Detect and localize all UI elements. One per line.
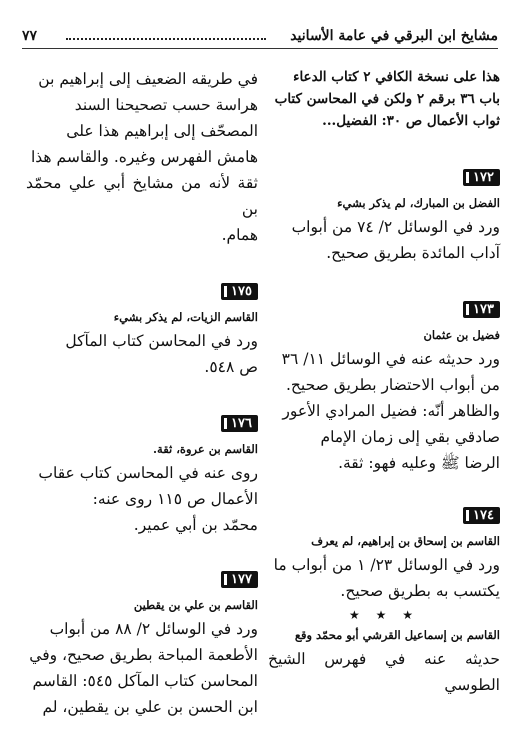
- text-line: الرضا ﷺ وعليه فهو: ثقة.: [338, 454, 500, 472]
- text-line: ورد حديثه عنه في الوسائل ١١/ ٣٦: [281, 350, 500, 368]
- text-line: المحاسن كتاب المآكل ٥٤٥: القاسم: [32, 672, 258, 690]
- text-line: والظاهر أنّه: فضيل المرادي الأعور: [282, 402, 500, 420]
- text-line: ثقة لأنه من مشايخ أبي علي محمّد بن: [26, 174, 258, 218]
- entry-173: [268, 298, 500, 476]
- text-line: ثواب الأعمال ص ٣٠: الفضيل...: [322, 113, 500, 129]
- entry-heading: القاسم بن إسحاق بن إبراهيم، لم يعرف: [311, 534, 500, 548]
- text-line: ورد في الوسائل ٢/ ٧٤ من أبواب: [291, 218, 500, 236]
- text-line: ابن الحسن بن علي بن يقطين، لم: [42, 698, 258, 716]
- entry-number-badge: ١٧٢: [463, 169, 500, 186]
- text-line: الأطعمة المباحة بطريق صحيح، وفي: [29, 646, 258, 664]
- left-intro: [26, 66, 258, 248]
- text-line: صادقي بقي إلى زمان الإمام: [320, 428, 500, 446]
- entry-175: [26, 280, 258, 380]
- entry-heading: فضيل بن عثمان: [423, 328, 500, 342]
- text-line: هامش الفهرس وغيره. والقاسم هذا: [30, 148, 258, 166]
- entry-heading: القاسم بن علي بن يقطين: [133, 598, 258, 612]
- text-line: محمّد بن أبي عمير.: [133, 516, 258, 534]
- text-line: حديثه عنه في فهرس الشيخ الطوسي: [268, 650, 500, 694]
- entry-heading: الفضل بن المبارك، لم يذكر بشيء: [337, 196, 500, 210]
- text-line: ورد في المحاسن كتاب المآكل: [65, 332, 258, 350]
- header-dot-leader: [66, 38, 266, 40]
- entry-heading: القاسم بن عروة، ثقة.: [153, 442, 258, 456]
- right-column: [268, 66, 500, 698]
- text-line: ص ٥٤٨.: [204, 358, 258, 376]
- entry-heading: القاسم الزيات، لم يذكر بشيء: [113, 310, 258, 324]
- entry-number-badge: ١٧٣: [463, 301, 500, 318]
- text-line: هراسة حسب تصحيحنا السند: [74, 96, 258, 114]
- right-intro: [268, 66, 500, 132]
- entry-177: [26, 568, 258, 720]
- entry-number-badge: ١٧٤: [463, 507, 500, 524]
- entry-174: [268, 504, 500, 604]
- text-line: همام.: [221, 226, 258, 244]
- entry-number-badge: ١٧٧: [221, 571, 258, 588]
- entry-number-badge: ١٧٦: [221, 415, 258, 432]
- text-line: آداب المائدة بطريق صحيح.: [326, 244, 500, 262]
- text-line: باب ٣٦ برقم ٢ ولكن في المحاسن كتاب: [274, 91, 500, 107]
- entry-heading: القاسم بن إسماعيل القرشي أبو محمّد وقع: [294, 628, 500, 642]
- text-line: هذا على نسخة الكافي ٢ كتاب الدعاء: [293, 69, 500, 85]
- text-line: في طريقه الضعيف إلى إبراهيم بن: [38, 70, 258, 88]
- entry-176: [26, 412, 258, 538]
- running-header: [22, 26, 498, 49]
- text-line: روى عنه في المحاسن كتاب عقاب: [38, 464, 258, 482]
- text-line: المصحّف إلى إبراهيم هذا على: [66, 122, 258, 140]
- left-column: [26, 66, 258, 720]
- entry-number-badge: ١٧٥: [221, 283, 258, 300]
- text-line: من أبواب الاحتضار بطريق صحيح.: [286, 376, 500, 394]
- text-line: ورد في الوسائل ٢٣/ ١ من أبواب ما: [273, 556, 500, 574]
- entry-172: [268, 166, 500, 266]
- header-title: مشايخ ابن البرقي في عامة الأسانيد: [290, 28, 498, 44]
- text-line: الأعمال ص ١١٥ روى عنه:: [92, 490, 258, 508]
- text-line: ورد في الوسائل ٢/ ٨٨ من أبواب: [49, 620, 258, 638]
- text-line: يكتسب به بطريق صحيح.: [340, 582, 500, 600]
- page-number: ٧٧: [22, 28, 38, 44]
- section-stars: ★ ★ ★: [349, 608, 419, 622]
